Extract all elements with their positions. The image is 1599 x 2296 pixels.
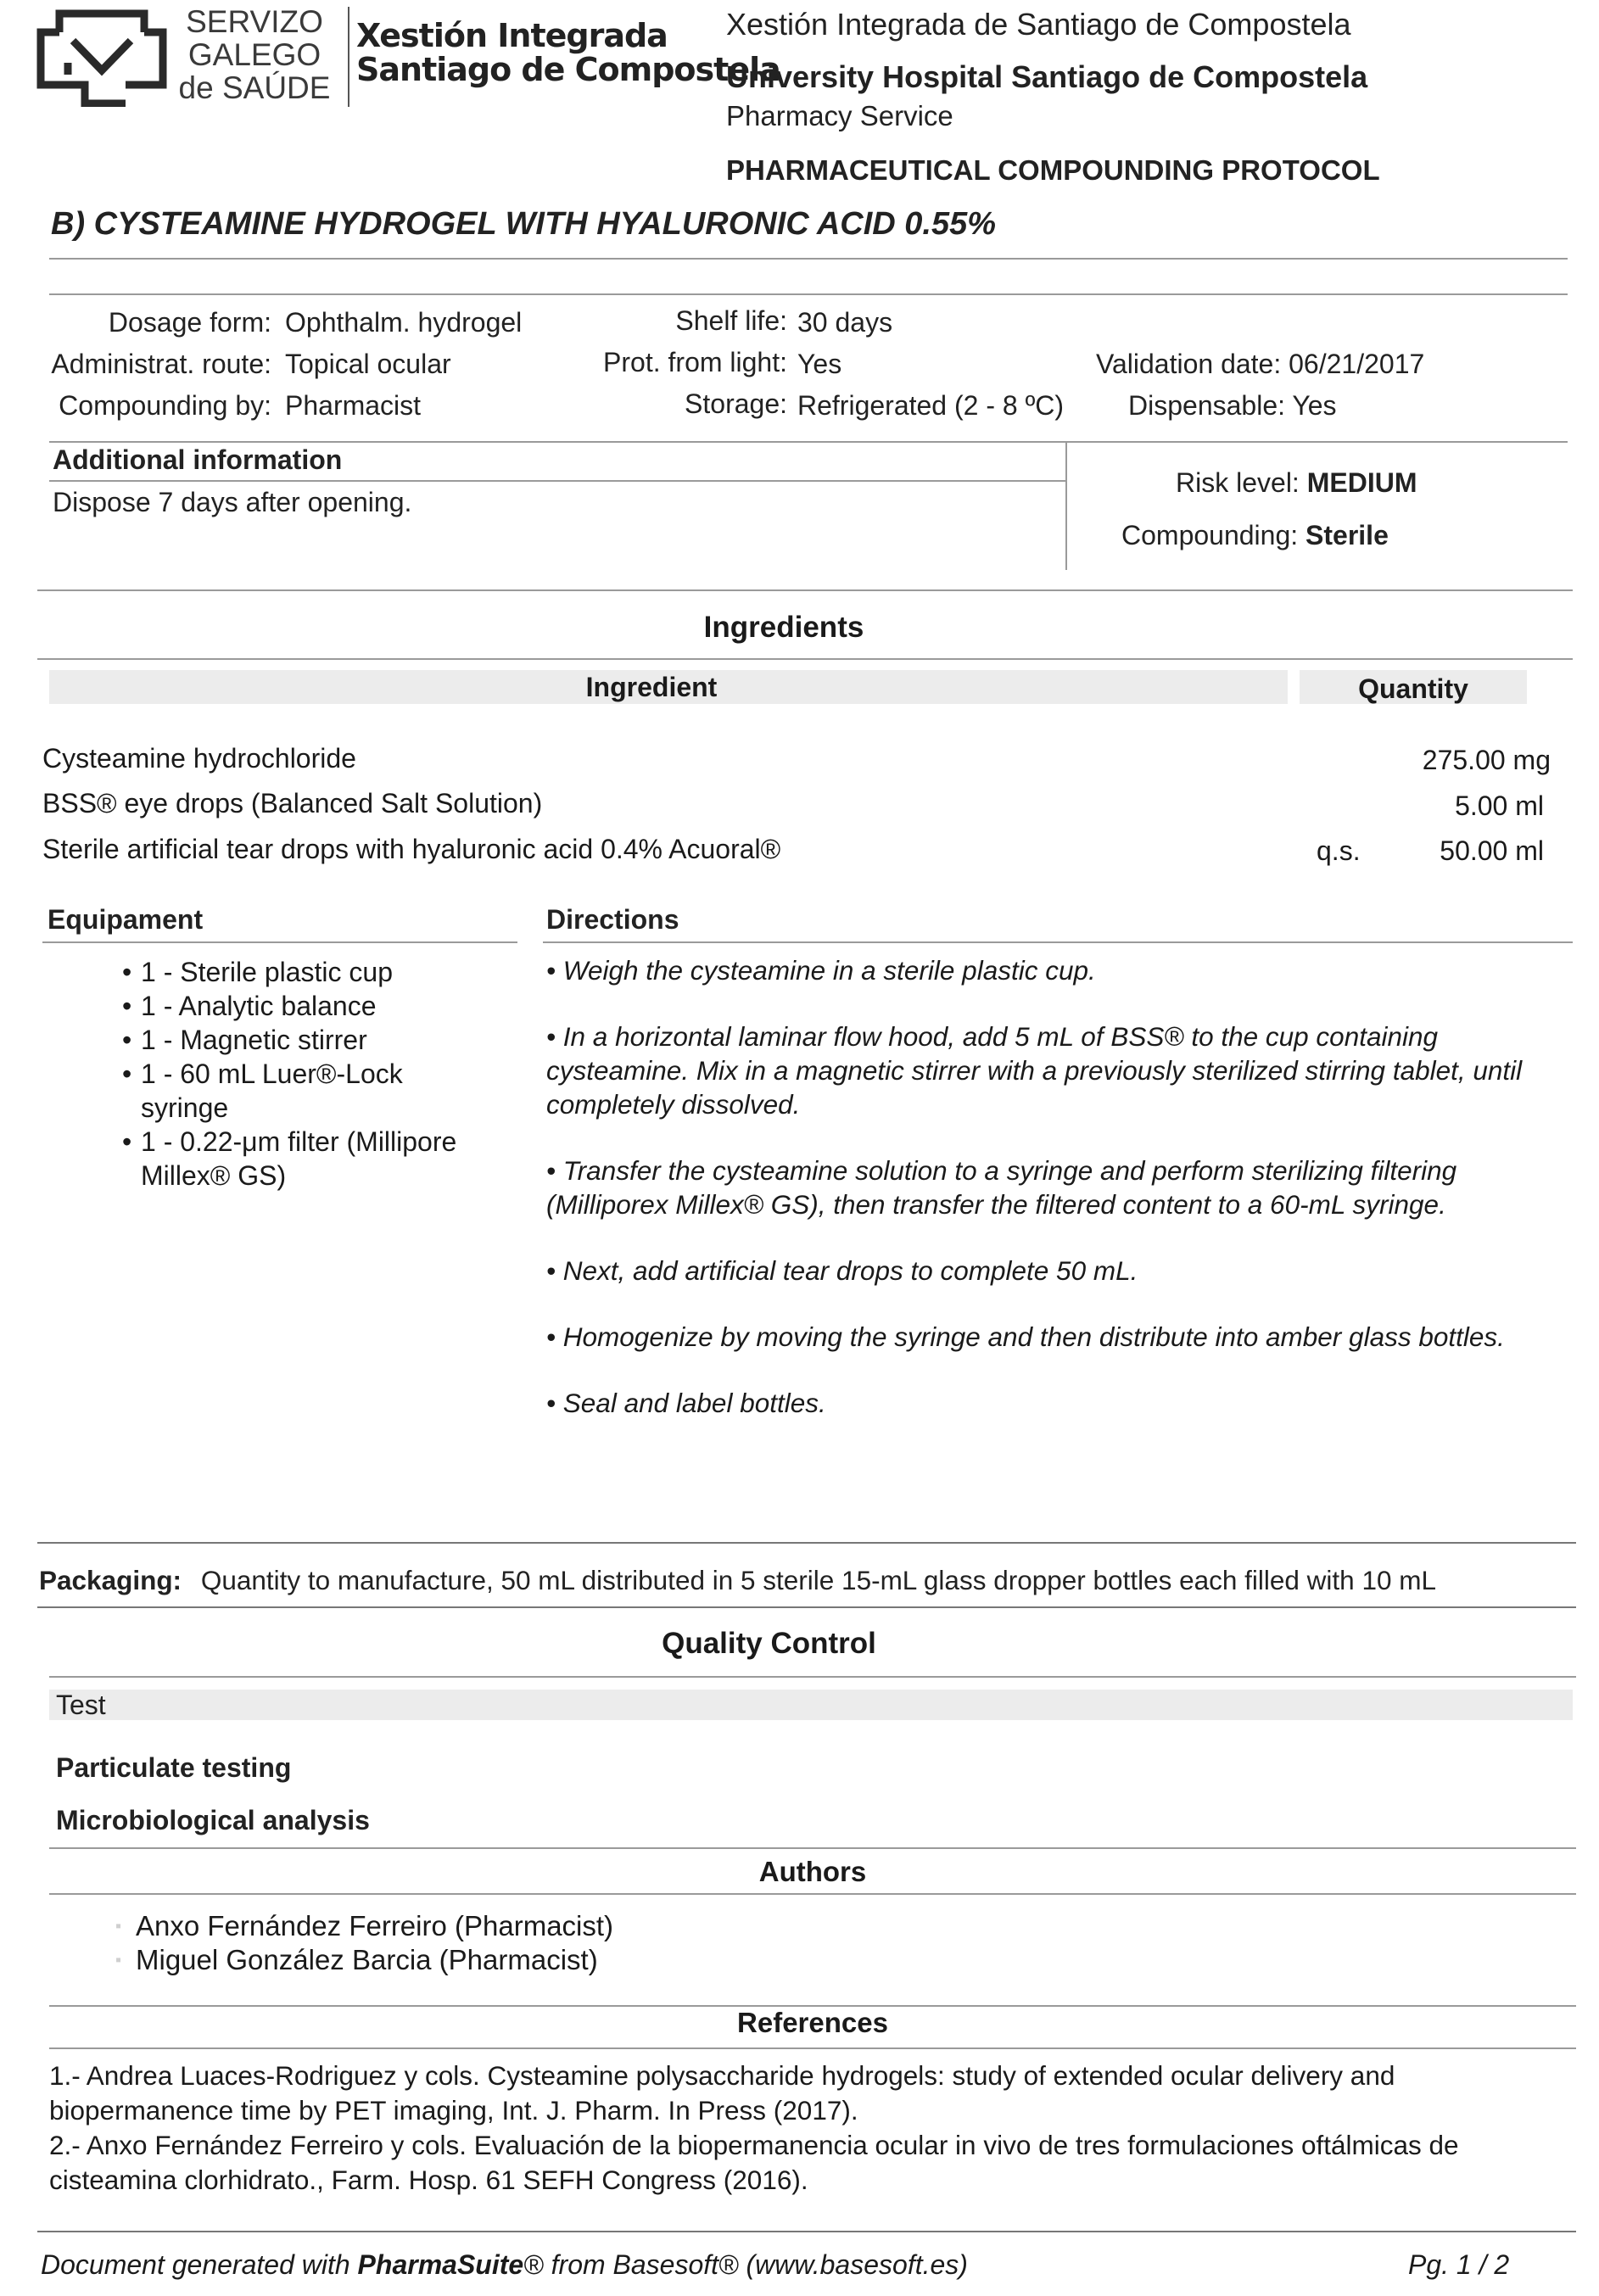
additional-info-heading: Additional information xyxy=(53,444,343,475)
risk-level xyxy=(1176,467,1417,499)
reference-item: 2.- Anxo Fernández Ferreiro y cols. Evaluación de la biopermanencia ocular in vivo de tres formulaciones oftálmicas de cisteamina clorhidrato., Farm. Hosp. 61 SEFH Congress (2016). xyxy=(49,2130,1459,2195)
qc-test: Microbiological analysis xyxy=(56,1805,370,1835)
divider xyxy=(49,2047,1576,2049)
header-separator xyxy=(348,7,349,107)
divider xyxy=(37,589,1573,591)
compounding-type-label: Compounding: xyxy=(1121,520,1299,550)
col-ingredient-label: Ingredient xyxy=(585,672,718,702)
footer-generated-by xyxy=(41,2249,968,2281)
footer-product: PharmaSuite xyxy=(357,2249,524,2280)
direction-step: • Next, add artificial tear drops to complete 50 mL. xyxy=(546,1255,1138,1286)
references-list xyxy=(49,2059,1568,2198)
divider xyxy=(49,480,1065,482)
dosage-form-label: Dosage form: xyxy=(108,307,271,338)
storage-value: Refrigerated (2 - 8 ºC) xyxy=(797,390,1065,421)
ingredient-quantity: 5.00 ml xyxy=(1455,790,1544,821)
dispensable xyxy=(1128,390,1337,422)
org-line-1: SERVIZO xyxy=(186,4,323,39)
compounding-type xyxy=(1121,520,1389,551)
direction-step: • Seal and label bottles. xyxy=(546,1388,826,1418)
divider xyxy=(49,258,1568,260)
route-label: Administrat. route: xyxy=(51,349,271,379)
quality-control-heading: Quality Control xyxy=(662,1627,876,1660)
validation-date xyxy=(1096,349,1424,380)
equipment-list xyxy=(119,955,517,1193)
validation-date-label: Validation date: xyxy=(1096,349,1282,379)
divider xyxy=(37,1542,1576,1544)
col-test-label: Test xyxy=(56,1690,106,1720)
divider xyxy=(42,941,517,943)
page-number: Pg. 1 / 2 xyxy=(1408,2249,1510,2280)
compounding-by-value: Pharmacist xyxy=(285,390,422,421)
footer-prefix: Document generated with xyxy=(41,2249,358,2280)
equipment-heading: Equipament xyxy=(48,904,204,935)
dispensable-label: Dispensable: xyxy=(1128,390,1285,421)
divider xyxy=(37,2231,1576,2232)
direction-step: • In a horizontal laminar flow hood, add 5 mL of BSS® to the cup containing cysteamine. Mix in a magnetic stirrer with a previously sterilized stirring tablet, until completely dissolved. xyxy=(546,1021,1523,1120)
footer-suffix: ® from Basesoft® (www.basesoft.es) xyxy=(523,2249,968,2280)
packaging-text: Quantity to manufacture, 50 mL distributed in 5 sterile 15-mL glass dropper bottles each filled with 10 mL xyxy=(200,1565,1436,1595)
qc-test: Particulate testing xyxy=(56,1752,292,1783)
divider xyxy=(49,293,1568,295)
divider xyxy=(49,441,1568,443)
ingredient-name: Cysteamine hydrochloride xyxy=(42,743,356,774)
storage-label: Storage: xyxy=(685,388,787,419)
ingredient-name: BSS® eye drops (Balanced Salt Solution) xyxy=(42,788,543,818)
shelf-life-label: Shelf life: xyxy=(675,305,787,336)
equipment-item: • 1 - 60 mL Luer®-Lock syringe xyxy=(119,1057,421,1125)
shelf-life-value: 30 days xyxy=(797,307,893,338)
ingredient-qs: q.s. xyxy=(1317,835,1361,866)
ingredient-quantity: 275.00 mg xyxy=(1422,745,1551,775)
risk-level-label: Risk level: xyxy=(1176,467,1300,498)
equipment-item: • 1 - Magnetic stirrer xyxy=(119,1023,517,1057)
dispensable-value: Yes xyxy=(1292,390,1337,421)
divider xyxy=(37,1606,1576,1608)
ingredient-name: Sterile artificial tear drops with hyaluronic acid 0.4% Acuoral® xyxy=(42,834,781,864)
packaging xyxy=(39,1565,1436,1596)
additional-info-text: Dispose 7 days after opening. xyxy=(53,487,412,517)
ingredient-quantity: 50.00 ml xyxy=(1440,835,1544,866)
divider xyxy=(49,1847,1576,1849)
route-value: Topical ocular xyxy=(285,349,451,379)
vertical-divider xyxy=(1065,441,1067,570)
hospital-name: University Hospital Santiago de Compostela xyxy=(726,59,1368,94)
protect-light-label: Prot. from light: xyxy=(603,347,787,377)
integrated-line-2: Santiago de Compostela xyxy=(356,51,780,88)
direction-step: • Weigh the cysteamine in a sterile plastic cup. xyxy=(546,955,1096,986)
org-line-2: GALEGO xyxy=(187,37,321,72)
equipment-item: • 1 - Sterile plastic cup xyxy=(119,955,517,989)
reference-item: 1.- Andrea Luaces-Rodriguez y cols. Cysteamine polysaccharide hydrogels: study of extended ocular delivery and biopermanence time by PET imaging, Int. J. Pharm. In Press (2017). xyxy=(49,2060,1395,2126)
org-line-3: de SAÚDE xyxy=(178,70,331,105)
integrated-management-name xyxy=(356,19,780,87)
directions-list xyxy=(546,953,1568,1452)
integrated-line-1: Xestión Integrada xyxy=(356,17,668,54)
authors-list xyxy=(115,1909,613,1977)
divider xyxy=(37,658,1573,660)
header-right-title: Xestión Integrada de Santiago de Compostela xyxy=(726,7,1351,42)
author-name: ▪ Miguel González Barcia (Pharmacist) xyxy=(115,1943,613,1977)
divider xyxy=(49,1676,1576,1678)
org-name xyxy=(170,5,339,104)
author-name: ▪ Anxo Fernández Ferreiro (Pharmacist) xyxy=(115,1909,613,1943)
authors-heading: Authors xyxy=(758,1856,867,1887)
risk-level-value: MEDIUM xyxy=(1306,467,1417,498)
direction-step: • Transfer the cysteamine solution to a syringe and perform sterilizing filtering (Milliporex Millex® GS), then transfer the filtered content to a 60-mL syringe. xyxy=(546,1155,1457,1220)
direction-step: • Homogenize by moving the syringe and then distribute into amber glass bottles. xyxy=(546,1321,1505,1352)
servizo-galego-logo-icon xyxy=(34,7,187,107)
protocol-label: PHARMACEUTICAL COMPOUNDING PROTOCOL xyxy=(726,154,1380,186)
equipment-item: • 1 - Analytic balance xyxy=(119,989,517,1023)
protect-light-value: Yes xyxy=(797,349,842,379)
divider xyxy=(49,1893,1576,1895)
references-heading: References xyxy=(737,2007,888,2038)
col-quantity-label: Quantity xyxy=(1358,673,1468,704)
ingredients-heading: Ingredients xyxy=(703,611,864,644)
page-title: B) CYSTEAMINE HYDROGEL WITH HYALURONIC ACID 0.55% xyxy=(51,206,997,242)
packaging-label: Packaging: xyxy=(39,1565,182,1595)
equipment-item: • 1 - 0.22-μm filter (Millipore Millex® GS) xyxy=(119,1125,506,1193)
test-column-header xyxy=(49,1690,1573,1720)
directions-heading: Directions xyxy=(546,904,679,935)
service-name: Pharmacy Service xyxy=(726,100,953,131)
validation-date-value: 06/21/2017 xyxy=(1289,349,1425,379)
compounding-by-label: Compounding by: xyxy=(59,390,271,421)
divider xyxy=(543,941,1573,943)
dosage-form-value: Ophthalm. hydrogel xyxy=(285,307,523,338)
compounding-type-value: Sterile xyxy=(1305,520,1389,550)
